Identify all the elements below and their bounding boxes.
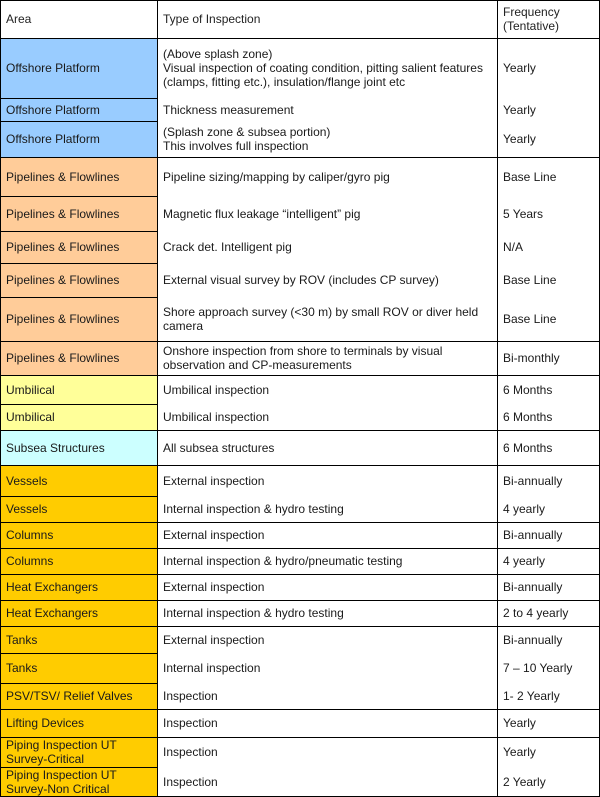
row-frequency-cell: Bi-annually — [497, 522, 600, 548]
row-frequency-cell: Yearly — [497, 38, 600, 98]
row-frequency-cell: 4 yearly — [497, 496, 600, 522]
row-type-cell: Inspection — [157, 683, 497, 709]
row-type-cell: (Above splash zone) Visual inspection of coating condition, pitting salient features (clamps, fitting etc.), insulation/flange joint etc — [157, 38, 497, 98]
row-area-cell: Piping Inspection UT Survey-Non Critical — [0, 767, 157, 797]
row-type-cell: Internal inspection — [157, 653, 497, 683]
header-type-of-inspection: Type of Inspection — [157, 0, 497, 38]
row-type-cell: Internal inspection & hydro/pneumatic testing — [157, 548, 497, 574]
row-frequency-cell: Base Line — [497, 263, 600, 297]
row-frequency-cell: 5 Years — [497, 196, 600, 231]
row-divider — [0, 375, 600, 376]
row-divider — [0, 38, 600, 39]
row-type-cell: External inspection — [157, 465, 497, 496]
row-frequency-cell: Bi-annually — [497, 465, 600, 496]
row-type-cell: Thickness measurement — [157, 98, 497, 121]
row-area-cell: Offshore Platform — [0, 38, 157, 98]
row-frequency-cell: Yearly — [497, 709, 600, 737]
area-row-divider — [0, 297, 157, 298]
row-frequency-cell: Yearly — [497, 121, 600, 157]
row-area-cell: PSV/TSV/ Relief Valves — [0, 683, 157, 709]
area-row-divider — [0, 404, 157, 405]
row-divider — [0, 600, 600, 601]
area-row-divider — [0, 653, 157, 654]
area-row-divider — [0, 121, 157, 122]
column-divider — [497, 0, 498, 797]
row-area-cell: Vessels — [0, 496, 157, 522]
row-frequency-cell: 2 to 4 yearly — [497, 600, 600, 626]
row-frequency-cell: 2 Yearly — [497, 767, 600, 797]
row-area-cell: Columns — [0, 548, 157, 574]
row-type-cell: All subsea structures — [157, 430, 497, 465]
row-type-cell: External visual survey by ROV (includes CP survey) — [157, 263, 497, 297]
row-type-cell: Crack det. Intelligent pig — [157, 231, 497, 263]
area-row-divider — [0, 496, 157, 497]
row-divider — [0, 626, 600, 627]
row-area-cell: Columns — [0, 522, 157, 548]
row-divider — [0, 465, 600, 466]
row-area-cell: Pipelines & Flowlines — [0, 341, 157, 375]
row-frequency-cell: Bi-annually — [497, 574, 600, 600]
row-divider — [0, 737, 600, 738]
column-divider — [157, 0, 158, 797]
header-frequency: Frequency (Tentative) — [497, 0, 600, 38]
row-area-cell: Pipelines & Flowlines — [0, 297, 157, 341]
area-row-divider — [0, 231, 157, 232]
area-row-divider — [0, 263, 157, 264]
row-divider — [0, 522, 600, 523]
area-row-divider — [0, 98, 157, 99]
row-frequency-cell: Base Line — [497, 297, 600, 341]
row-area-cell: Pipelines & Flowlines — [0, 231, 157, 263]
row-type-cell: Shore approach survey (<30 m) by small ROV or diver held camera — [157, 297, 497, 341]
row-area-cell: Umbilical — [0, 404, 157, 430]
row-type-cell: (Splash zone & subsea portion) This involves full inspection — [157, 121, 497, 157]
row-area-cell: Subsea Structures — [0, 430, 157, 465]
header-area: Area — [0, 0, 157, 38]
row-frequency-cell: Yearly — [497, 98, 600, 121]
row-type-cell: Inspection — [157, 737, 497, 767]
row-area-cell: Tanks — [0, 653, 157, 683]
row-type-cell: Umbilical inspection — [157, 375, 497, 404]
row-frequency-cell: 1- 2 Yearly — [497, 683, 600, 709]
row-type-cell: Pipeline sizing/mapping by caliper/gyro pig — [157, 157, 497, 196]
row-area-cell: Vessels — [0, 465, 157, 496]
row-type-cell: Inspection — [157, 767, 497, 797]
area-row-divider — [0, 767, 157, 768]
row-area-cell: Offshore Platform — [0, 121, 157, 157]
row-type-cell: External inspection — [157, 522, 497, 548]
row-frequency-cell: 6 Months — [497, 375, 600, 404]
row-frequency-cell: Bi-annually — [497, 626, 600, 653]
row-frequency-cell: Base Line — [497, 157, 600, 196]
row-frequency-cell: N/A — [497, 231, 600, 263]
row-type-cell: Onshore inspection from shore to terminals by visual observation and CP-measurements — [157, 341, 497, 375]
row-type-cell: External inspection — [157, 574, 497, 600]
area-row-divider — [0, 196, 157, 197]
row-area-cell: Pipelines & Flowlines — [0, 157, 157, 196]
row-frequency-cell: Yearly — [497, 737, 600, 767]
row-area-cell: Heat Exchangers — [0, 600, 157, 626]
row-divider — [0, 430, 600, 431]
row-type-cell: Umbilical inspection — [157, 404, 497, 430]
row-area-cell: Pipelines & Flowlines — [0, 263, 157, 297]
row-area-cell: Tanks — [0, 626, 157, 653]
row-type-cell: Inspection — [157, 709, 497, 737]
row-type-cell: External inspection — [157, 626, 497, 653]
row-area-cell: Heat Exchangers — [0, 574, 157, 600]
row-frequency-cell: 6 Months — [497, 404, 600, 430]
row-divider — [0, 709, 600, 710]
row-frequency-cell: Bi-monthly — [497, 341, 600, 375]
row-area-cell: Lifting Devices — [0, 709, 157, 737]
row-frequency-cell: 6 Months — [497, 430, 600, 465]
row-divider — [0, 548, 600, 549]
area-row-divider — [0, 683, 157, 684]
row-divider — [0, 341, 600, 342]
row-type-cell: Internal inspection & hydro testing — [157, 496, 497, 522]
row-area-cell: Umbilical — [0, 375, 157, 404]
row-frequency-cell: 4 yearly — [497, 548, 600, 574]
row-area-cell: Offshore Platform — [0, 98, 157, 121]
row-divider — [0, 574, 600, 575]
row-type-cell: Magnetic flux leakage “intelligent” pig — [157, 196, 497, 231]
row-frequency-cell: 7 – 10 Yearly — [497, 653, 600, 683]
row-area-cell: Pipelines & Flowlines — [0, 196, 157, 231]
row-type-cell: Internal inspection & hydro testing — [157, 600, 497, 626]
row-area-cell: Piping Inspection UT Survey-Critical — [0, 737, 157, 767]
row-divider — [0, 157, 600, 158]
